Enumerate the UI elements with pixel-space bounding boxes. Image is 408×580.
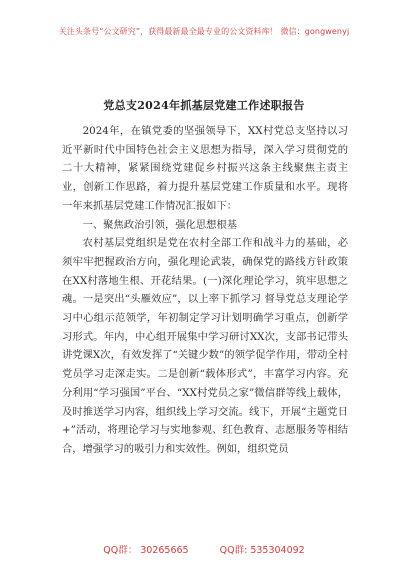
document-body: [62, 122, 348, 459]
footer-qq-group-1: QQ群： 30265665: [103, 545, 189, 556]
body-paragraph: 农村基层党组织是党在农村全部工作和战斗力的基础，必须牢牢把握政治方向，强化理论武装，确保党的路线方针政策在XX村落地生根、开花结果。(一)深化理论学习，筑牢思想之魂。一是突出“头雁效应”，以上率下抓学习 督导党总支理论学习中心组示范领学，年初制定学习计划明确学习重点，创新学习形式。年内，中心组开展集中学习研讨XX次，支部书记带头讲党课X次，有效发挥了“关键少数”的领学促学作用，带动全村党员学习走深走实。二是创新“载体形式”，丰富学习内容。充分利用“学习强国”平台、“XX村党员之家”微信群等线上载体，及时推送学习内容，组织线上学习交流。线下，开展“主题党日+”活动，将理论学习与实地参观、红色教育、志愿服务等相结合，增强学习的吸引力和实效性。例如，组织党员: [62, 237, 348, 455]
document-title: 党总支2024年抓基层党建工作述职报告: [103, 99, 305, 112]
section-heading: 一、聚焦政治引领，强化思想根基: [82, 218, 238, 231]
footer-contact: [0, 542, 408, 556]
intro-paragraph: 2024年，在镇党委的坚强领导下，XX村党总支坚持以习近平新时代中国特色社会主义思想为指导，深入学习贯彻党的二十大精神，紧紧围绕党建促乡村振兴这条主线聚焦主责主业，创新工作思路，着力提升基层党建工作质量和水平。现将一年来抓基层党建工作情况汇报如下：: [62, 125, 348, 212]
footer-qq-group-2: QQ群: 535304092: [219, 545, 305, 556]
header-note: 关注头条号“公文研究”，获得最新最全最专业的公文资料库！ 微信：gongwenyj: [58, 27, 350, 36]
